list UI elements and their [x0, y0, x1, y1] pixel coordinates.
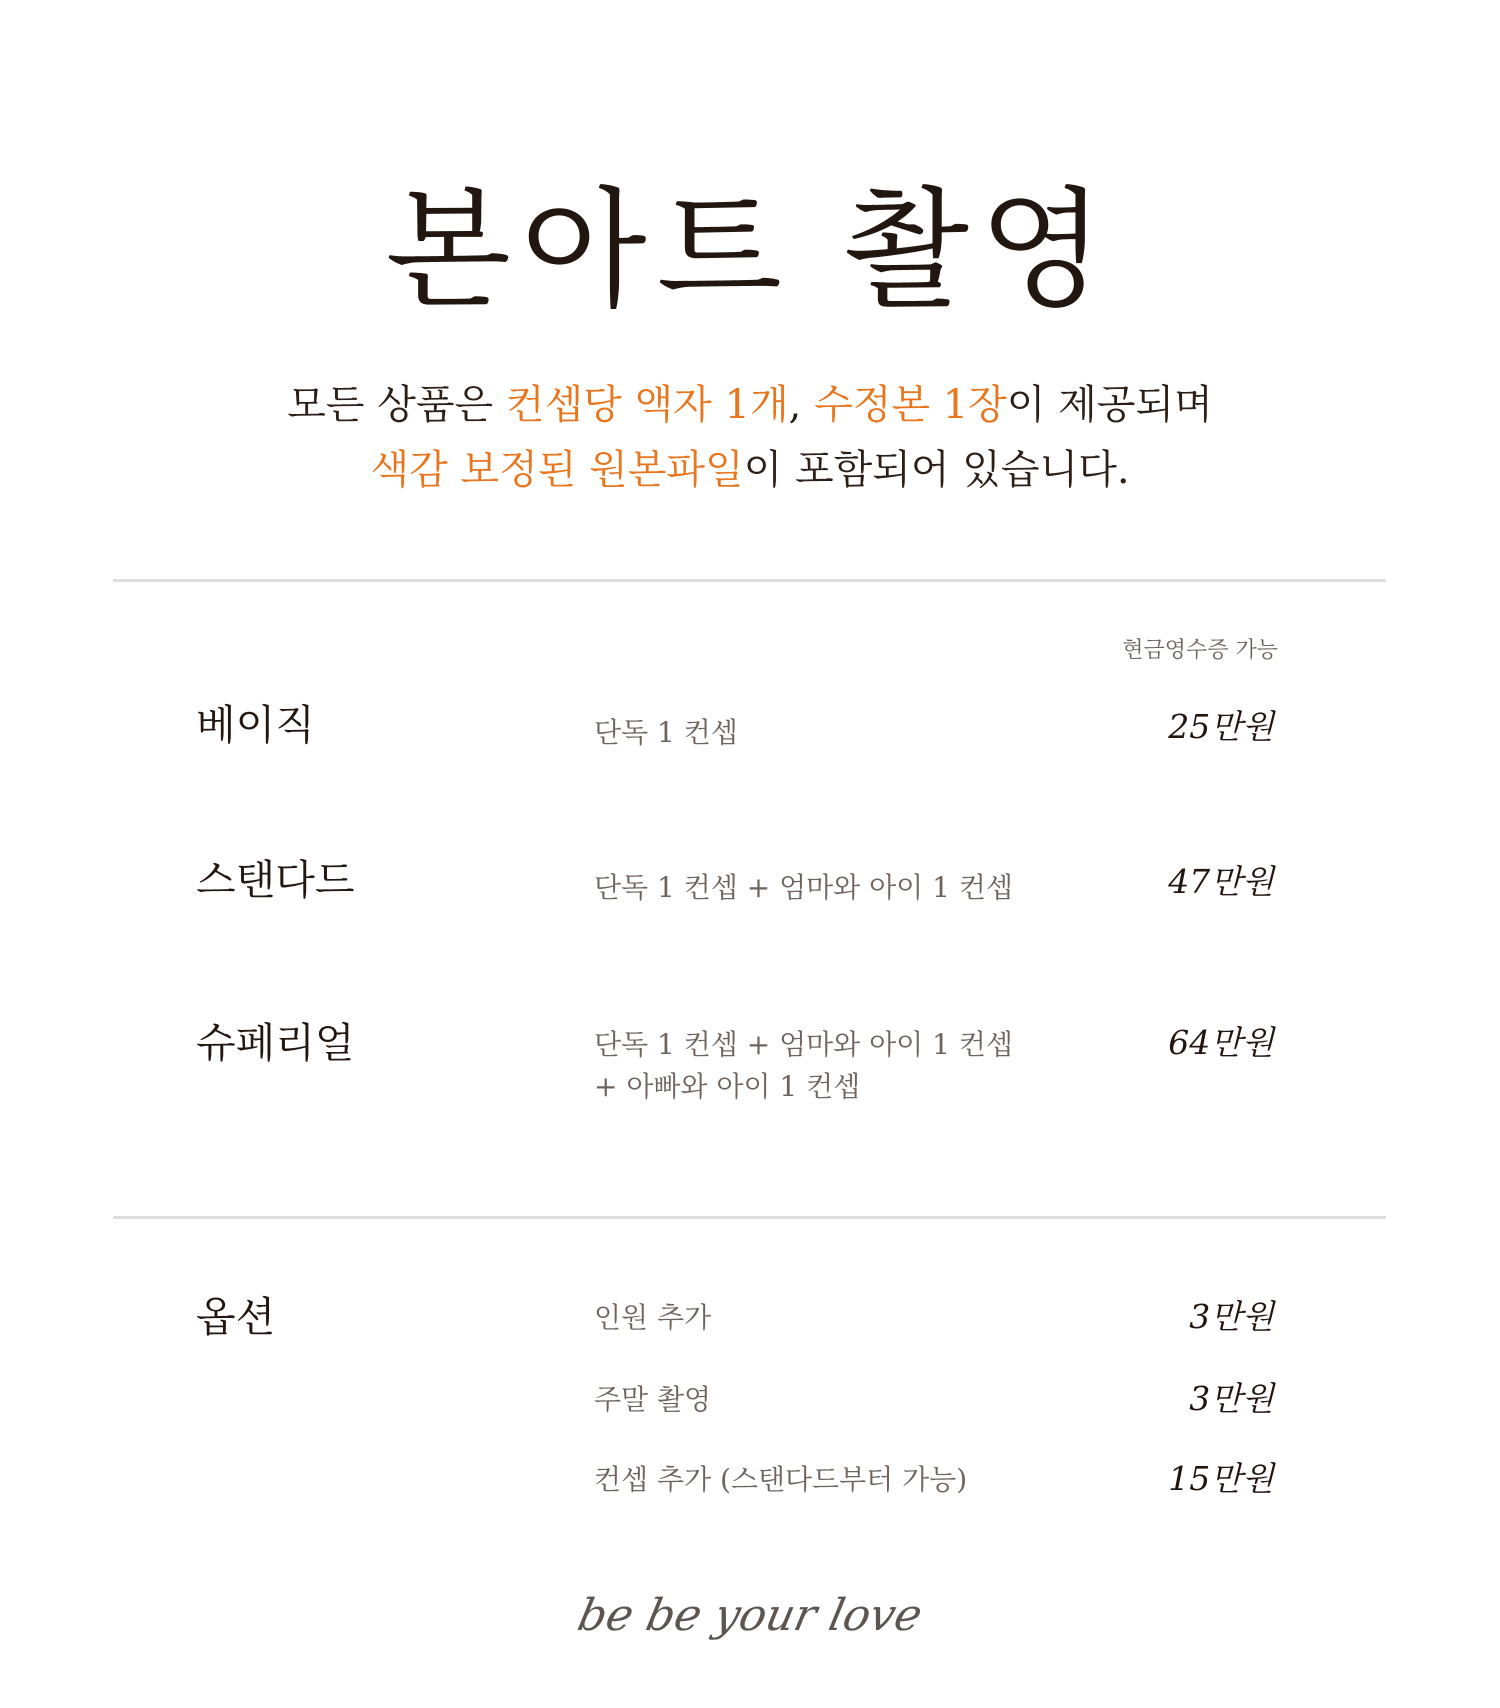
option-price: 3만원	[1189, 1379, 1274, 1418]
intro-text: 이 포함되어 있습니다.	[743, 447, 1130, 493]
package-description: + 아빠와 아이 1 컨셉	[594, 1070, 861, 1103]
option-price: 3만원	[1189, 1297, 1274, 1336]
package-description: 단독 1 컨셉 + 엄마와 아이 1 컨셉	[594, 871, 1013, 904]
intro-text: 이 제공되며	[1006, 382, 1213, 428]
intro-highlight-frame: 컨셉당 액자 1개	[505, 382, 789, 428]
intro-line-2	[0, 439, 1500, 501]
intro-highlight-original-files: 색감 보정된 원본파일	[370, 447, 744, 493]
package-description: 단독 1 컨셉 + 엄마와 아이 1 컨셉	[594, 1028, 1013, 1061]
options-heading: 옵션	[196, 1293, 276, 1341]
package-price: 64만원	[1168, 1023, 1274, 1062]
package-name: 베이직	[196, 701, 315, 749]
intro-line-1	[0, 374, 1500, 436]
intro-text: ,	[788, 382, 815, 428]
cash-receipt-note: 현금영수증 가능	[1122, 638, 1278, 663]
package-description: 단독 1 컨셉	[594, 716, 738, 749]
package-name: 슈페리얼	[196, 1019, 355, 1067]
package-price: 25만원	[1168, 707, 1274, 746]
option-price: 15만원	[1168, 1459, 1274, 1498]
divider-options	[113, 1216, 1386, 1219]
divider-top	[113, 579, 1386, 582]
page-title: 본아트 촬영	[385, 174, 1115, 326]
intro-text: 모든 상품은	[287, 382, 506, 428]
option-label: 컨셉 추가 (스탠다드부터 가능)	[594, 1463, 968, 1496]
intro-highlight-retouch: 수정본 1장	[814, 382, 1007, 428]
option-label: 주말 촬영	[594, 1383, 712, 1416]
option-label: 인원 추가	[594, 1301, 712, 1334]
package-price: 47만원	[1168, 862, 1274, 901]
signature-logo: be be your love	[573, 1590, 927, 1641]
package-name: 스탠다드	[196, 856, 355, 904]
